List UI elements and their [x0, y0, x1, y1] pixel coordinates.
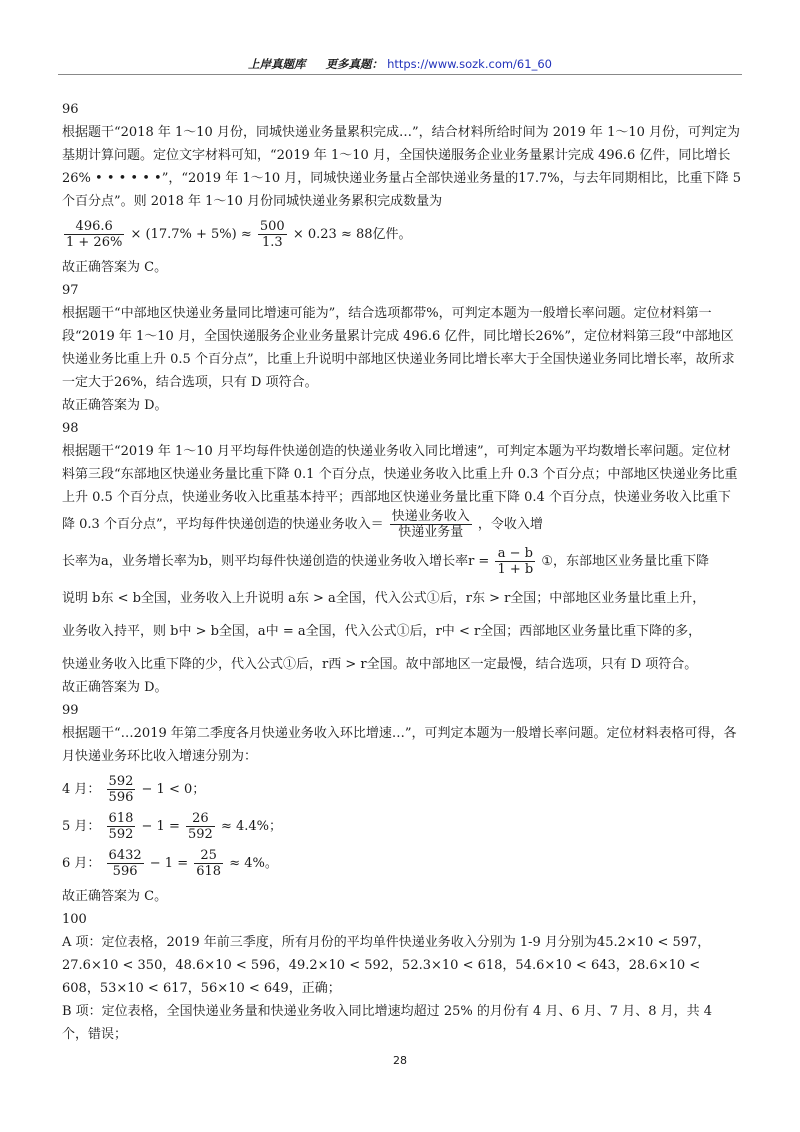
page-number: 28 [393, 1054, 407, 1067]
header-brand: 上岸真题库 [248, 57, 306, 71]
paragraph: 长率为a，业务增长率为b，则平均每件快递创造的快递业务收入增长率r = $\frac{a - b}{1 + b}$ ①，东部地区业务量比重下降 [62, 546, 709, 577]
document-body [62, 98, 742, 1046]
formula: $\frac{496.6}{1 + 26\%}$ × (17.7% + 5%) ≈ $\frac{500}{1.3}$ × 0.23 ≈ 88亿件。 [66, 219, 412, 250]
fraction: $\frac{\text{快递业务收入}}{\text{快递业务量}}$ [391, 509, 470, 540]
question-number: 96 [62, 102, 79, 117]
fraction: $\frac{496.6}{1 + 26\%}$ [66, 219, 123, 250]
fraction: $\frac{25}{618}$ [196, 848, 222, 879]
question-number: 100 [62, 912, 87, 927]
paragraph: 根据题干“2019 年 1～10 月平均每件快递创造的快递业务收入同比增速”，可判定本题为平均数增长率问题。定位材料第三段“东部地区快递业务量比重下降 0.1 个百分点，快递业务收入比重上升 0.3 个百分点；中部地区快递业务比重上升 0.5 个百分点，快递业务收入比重基本持平；西部地区快递业务量比重下降 0.4 个百分点，快递业务收入比重下降 0.3 个百分点”，平均每件快递创造的快递业务收入＝ $\frac{\text{快递业务收入}}{\text{快递业务量}}$ ，令收入增 [62, 444, 738, 540]
answer: 故正确答案为 C。 [62, 889, 168, 904]
question-number: 98 [62, 421, 79, 436]
formula-april: 4 月： $\frac{592}{596}$ − 1 < 0； [62, 774, 206, 805]
header-label: 更多真题： [325, 57, 384, 71]
paragraph: 根据题干“2018 年 1～10 月份，同城快递业务量累积完成…”，结合材料所给时间为 2019 年 1～10 月份，可判定为基期计算问题。定位文字材料可知，“2019 年 1～10 月，全国快递服务企业业务量累计完成 496.6 亿件，同比增长26% • • • • • •”，“2019 年 1～10 月，同城快递业务量占全部快递业务量的17.7%，与去年同期相比，比重下降 5 个百分点”。则 2018 年 1～10 月份同城快递业务累积完成数量为 [62, 125, 741, 209]
formula-may: 5 月： $\frac{618}{592}$ − 1 = $\frac{26}{592}$ ≈ 4.4%； [62, 811, 283, 842]
paragraph: A 项：定位表格，2019 年前三季度，所有月份的平均单件快递业务收入分别为 1-9 月分别为45.2×10 < 597，27.6×10 < 350，48.6×10 < 596，49.2×10 < 592，52.3×10 < 618，54.6×10 < 643，28.6×10 < 608，53×10 < 617，56×10 < 649，正确； [62, 935, 711, 996]
header-divider [58, 74, 742, 75]
answer: 故正确答案为 D。 [62, 680, 168, 695]
paragraph: B 项：定位表格，全国快递业务量和快递业务收入同比增速均超过 25% 的月份有 4 月、6 月、7 月、8 月，共 4 个，错误； [62, 1004, 712, 1042]
paragraph: 业务收入持平，则 b中 > b全国，a中 = a全国，代入公式①后，r中 < r全国；西部地区业务量比重下降的多， [62, 624, 702, 639]
header-link[interactable]: https://www.sozk.com/61_60 [387, 57, 552, 71]
answer: 故正确答案为 D。 [62, 398, 168, 413]
fraction: $\frac{618}{592}$ [108, 811, 134, 842]
formula-june: 6 月： $\frac{6432}{596}$ − 1 = $\frac{25}{618}$ ≈ 4%。 [62, 848, 278, 879]
answer: 故正确答案为 C。 [62, 260, 168, 275]
fraction: $\frac{592}{596}$ [108, 774, 134, 805]
fraction: $\frac{6432}{596}$ [108, 848, 142, 879]
fraction: $\frac{a - b}{1 + b}$ [497, 546, 534, 577]
question-number: 97 [62, 283, 79, 298]
page-header [0, 56, 800, 72]
paragraph: 根据题干“中部地区快递业务量同比增速可能为”，结合选项都带%，可判定本题为一般增长率问题。定位材料第一段“2019 年 1～10 月，全国快递服务企业业务量累计完成 496.6 亿件，同比增长26%”，定位材料第三段“中部地区快递业务比重上升 0.5 个百分点”，比重上升说明中部地区快递业务同比增长率大于全国快递业务同比增长率，故所求一定大于26%，结合选项，只有 D 项符合。 [62, 306, 735, 390]
fraction: $\frac{500}{1.3}$ [259, 219, 285, 250]
paragraph: 快递业务收入比重下降的少，代入公式①后，r西 > r全国。故中部地区一定最慢，结合选项，只有 D 项符合。 [62, 657, 698, 672]
fraction: $\frac{26}{592}$ [187, 811, 213, 842]
paragraph: 根据题干“…2019 年第二季度各月快递业务收入环比增速…”，可判定本题为一般增长率问题。定位材料表格可得，各月快递业务环比收入增速分别为： [62, 726, 737, 764]
paragraph: 说明 b东 < b全国，业务收入上升说明 a东 > a全国，代入公式①后，r东 > r全国；中部地区业务量比重上升， [62, 591, 706, 606]
question-number: 99 [62, 703, 79, 718]
